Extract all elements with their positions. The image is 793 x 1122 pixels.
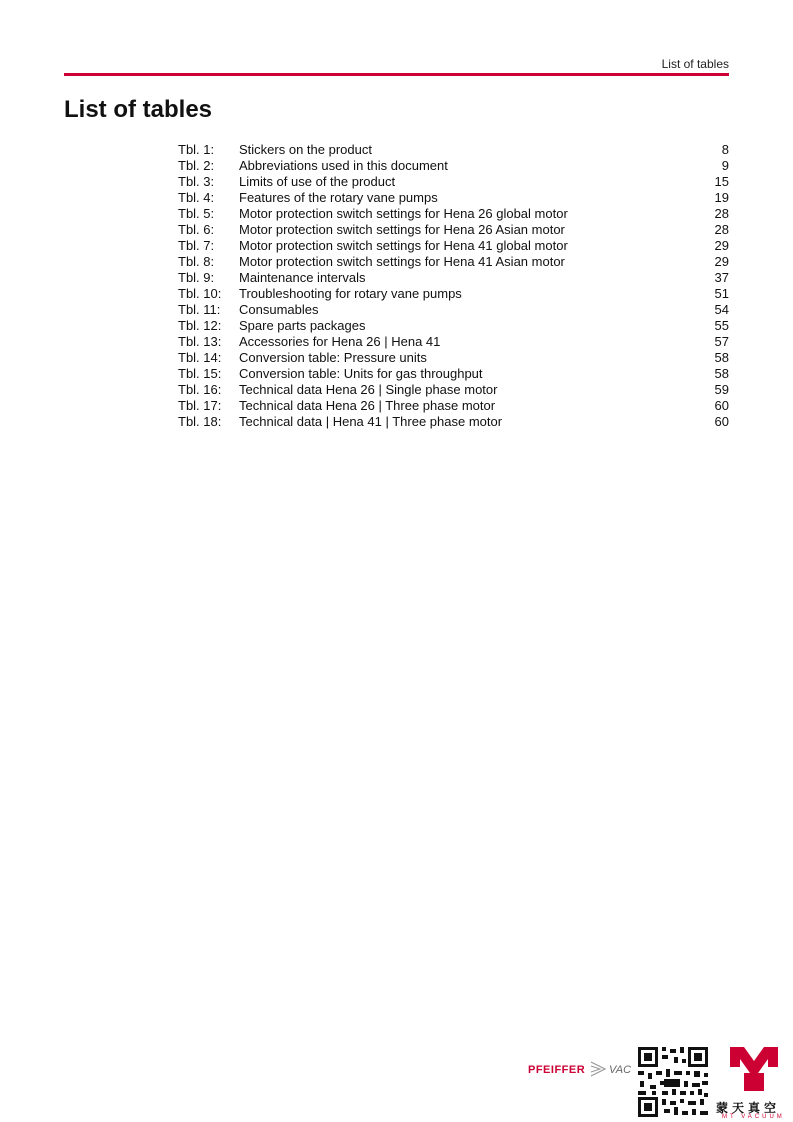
footer bbox=[0, 1040, 793, 1122]
mt-logo-chinese: 蒙天真空 bbox=[716, 1101, 781, 1115]
list-item[interactable] bbox=[178, 174, 729, 190]
table-title: Conversion table: Pressure units bbox=[239, 350, 427, 365]
list-item[interactable] bbox=[178, 206, 729, 222]
table-title: Features of the rotary vane pumps bbox=[239, 190, 438, 205]
table-title: Limits of use of the product bbox=[239, 174, 396, 189]
table-number: Tbl. 8: bbox=[178, 254, 215, 269]
table-title: Technical data | Hena 41 | Three phase motor bbox=[239, 414, 503, 429]
header-rule bbox=[64, 73, 729, 76]
list-item[interactable] bbox=[178, 318, 729, 334]
pfeiffer-wordmark: PFEIFFER bbox=[528, 1064, 586, 1076]
page-number: 57 bbox=[714, 334, 729, 349]
page-number: 15 bbox=[714, 174, 729, 189]
table-number: Tbl. 9: bbox=[178, 270, 215, 285]
table-title: Consumables bbox=[239, 302, 319, 317]
page-number: 54 bbox=[714, 302, 729, 317]
list-item[interactable] bbox=[178, 238, 729, 254]
page-number: 19 bbox=[714, 190, 729, 205]
list-item[interactable] bbox=[178, 270, 729, 286]
list-item[interactable] bbox=[178, 158, 729, 174]
table-title: Motor protection switch settings for Hena 41 Asian motor bbox=[239, 254, 565, 269]
mt-logo-english: MT VACUUM bbox=[722, 1114, 785, 1120]
page-number: 58 bbox=[714, 366, 729, 381]
table-number: Tbl. 16: bbox=[178, 382, 222, 397]
table-number: Tbl. 15: bbox=[178, 366, 222, 381]
page-number: 60 bbox=[714, 398, 729, 413]
list-item[interactable] bbox=[178, 142, 729, 158]
page-number: 9 bbox=[721, 158, 729, 173]
table-number: Tbl. 4: bbox=[178, 190, 215, 205]
page-number: 8 bbox=[721, 142, 729, 157]
table-title: Stickers on the product bbox=[239, 142, 372, 157]
pfeiffer-wordmark-icon bbox=[590, 1059, 608, 1079]
page-number: 58 bbox=[714, 350, 729, 365]
table-number: Tbl. 13: bbox=[178, 334, 222, 349]
table-number: Tbl. 6: bbox=[178, 222, 215, 237]
mt-vacuum-logo-icon bbox=[728, 1045, 780, 1095]
table-number: Tbl. 3: bbox=[178, 174, 215, 189]
table-number: Tbl. 17: bbox=[178, 398, 222, 413]
table-title: Spare parts packages bbox=[239, 318, 366, 333]
list-item[interactable] bbox=[178, 350, 729, 366]
list-item[interactable] bbox=[178, 398, 729, 414]
list-item[interactable] bbox=[178, 254, 729, 270]
running-head: List of tables bbox=[661, 57, 729, 71]
list-of-tables bbox=[178, 142, 729, 430]
list-item[interactable] bbox=[178, 334, 729, 350]
list-item[interactable] bbox=[178, 382, 729, 398]
list-item[interactable] bbox=[178, 366, 729, 382]
table-number: Tbl. 10: bbox=[178, 286, 222, 301]
table-title: Conversion table: Units for gas throughput bbox=[239, 366, 483, 381]
page-number: 29 bbox=[714, 254, 729, 269]
page-number: 60 bbox=[714, 414, 729, 429]
pfeiffer-suffix: VAC bbox=[609, 1064, 632, 1076]
table-title: Maintenance intervals bbox=[239, 270, 366, 285]
page-number: 37 bbox=[714, 270, 729, 285]
page-number: 59 bbox=[714, 382, 729, 397]
table-title: Motor protection switch settings for Hena 26 Asian motor bbox=[239, 222, 565, 237]
table-number: Tbl. 7: bbox=[178, 238, 215, 253]
list-item[interactable] bbox=[178, 286, 729, 302]
page-number: 55 bbox=[714, 318, 729, 333]
list-item[interactable] bbox=[178, 302, 729, 318]
table-title: Troubleshooting for rotary vane pumps bbox=[239, 286, 462, 301]
list-item[interactable] bbox=[178, 222, 729, 238]
table-title: Technical data Hena 26 | Single phase motor bbox=[239, 382, 498, 397]
table-number: Tbl. 1: bbox=[178, 142, 215, 157]
table-title: Technical data Hena 26 | Three phase motor bbox=[239, 398, 496, 413]
table-number: Tbl. 2: bbox=[178, 158, 215, 173]
table-title: Accessories for Hena 26 | Hena 41 bbox=[239, 334, 441, 349]
list-item[interactable] bbox=[178, 190, 729, 206]
table-title: Motor protection switch settings for Hena 26 global motor bbox=[239, 206, 568, 221]
table-number: Tbl. 11: bbox=[178, 302, 221, 317]
page-number: 51 bbox=[714, 286, 729, 301]
page-number: 28 bbox=[714, 206, 729, 221]
table-number: Tbl. 5: bbox=[178, 206, 215, 221]
table-title: Motor protection switch settings for Hena 41 global motor bbox=[239, 238, 568, 253]
table-number: Tbl. 12: bbox=[178, 318, 222, 333]
table-title: Abbreviations used in this document bbox=[239, 158, 448, 173]
page-number: 28 bbox=[714, 222, 729, 237]
table-number: Tbl. 14: bbox=[178, 350, 222, 365]
page-number: 29 bbox=[714, 238, 729, 253]
qr-code-icon bbox=[636, 1045, 710, 1119]
list-item[interactable] bbox=[178, 414, 729, 430]
table-number: Tbl. 18: bbox=[178, 414, 222, 429]
page-title: List of tables bbox=[64, 96, 213, 123]
